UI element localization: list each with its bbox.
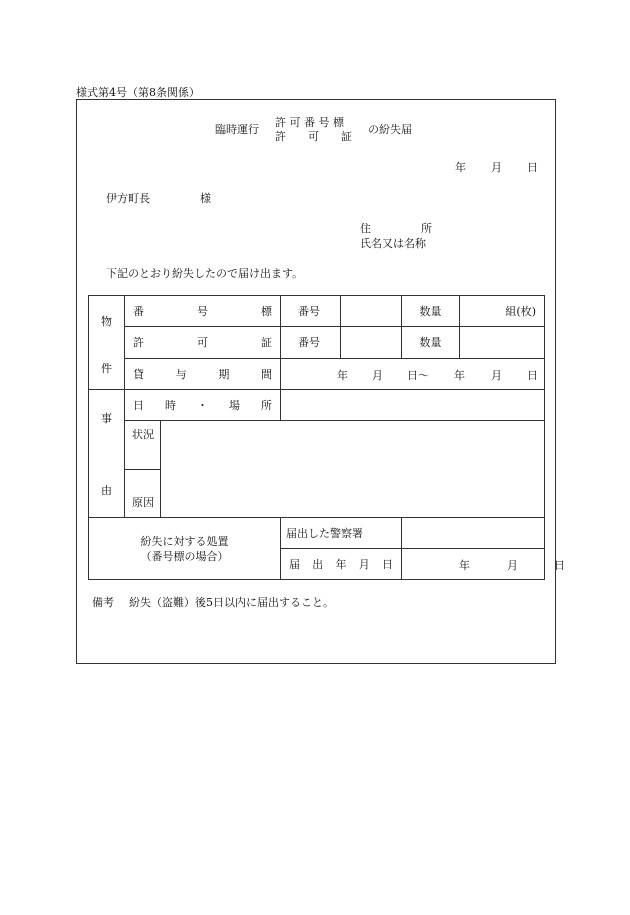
- address-label-char-1: 住: [360, 222, 371, 235]
- permit-number-label: 番号: [281, 327, 341, 358]
- date-day: 日: [527, 161, 538, 174]
- report-year: 年: [459, 559, 470, 572]
- loan-month-1: 月: [372, 368, 383, 382]
- form-number: 様式第4号（第8条関係）: [76, 86, 200, 99]
- name-label: 氏名又は名称: [360, 237, 426, 250]
- addressee-honorific: 様: [200, 192, 211, 205]
- disposal-label-line2: （番号標の場合）: [140, 549, 229, 563]
- item-group-char-1: 物: [101, 315, 112, 328]
- title-plate-line: 許 可 番 号 標: [275, 116, 344, 129]
- statement: 下記のとおり紛失したので届け出ます。: [106, 267, 304, 280]
- address-label: [360, 220, 432, 236]
- loan-year-2: 年: [454, 368, 465, 382]
- title-suffix: の紛失届: [368, 123, 412, 136]
- remarks-text: 紛失（盗難）後5日以内に届出すること。: [129, 596, 334, 609]
- report-day: 日: [554, 559, 565, 572]
- plate-number-label: 番号: [281, 296, 341, 327]
- loan-day-1: 日〜: [407, 368, 429, 382]
- date-line: [455, 159, 538, 175]
- disposal-label: [89, 518, 281, 580]
- plate-quantity-label: 数量: [402, 296, 460, 327]
- reason-group-label: [89, 390, 125, 518]
- permit-label: 許 可 証: [125, 327, 281, 358]
- item-group-char-2: 件: [101, 362, 112, 375]
- date-year: 年: [455, 161, 466, 174]
- quantity-unit: 組(枚): [505, 305, 536, 319]
- title-prefix: 臨時運行: [215, 123, 259, 136]
- reason-group-char-1: 事: [101, 412, 112, 425]
- plate-label: 番 号 標: [125, 296, 281, 327]
- status-label: 状況: [125, 421, 161, 470]
- reason-group-char-2: 由: [101, 484, 112, 497]
- loan-period-field[interactable]: [281, 358, 545, 389]
- loan-month-2: 月: [491, 368, 502, 382]
- datetime-place-label: 日 時 ・ 場 所: [125, 390, 281, 421]
- police-station-label: 届出した警察署: [281, 518, 402, 549]
- permit-quantity-field[interactable]: [460, 327, 545, 358]
- permit-number-field[interactable]: [341, 327, 402, 358]
- report-date-label: 届 出 年 月 日: [281, 549, 402, 580]
- loan-period-label: 貸 与 期 間: [125, 358, 281, 389]
- title-permit-line: 許 可 証: [275, 130, 352, 143]
- address-label-char-2: 所: [421, 222, 432, 235]
- addressee-name: 伊方町長: [106, 192, 150, 205]
- plate-number-field[interactable]: [341, 296, 402, 327]
- report-month: 月: [507, 559, 518, 572]
- date-month: 月: [491, 161, 502, 174]
- cause-label: 原因: [125, 470, 161, 518]
- loan-day-2: 日: [527, 368, 538, 382]
- plate-quantity-field[interactable]: [460, 296, 545, 327]
- remarks-label: 備考: [92, 596, 114, 609]
- loss-report-table: [88, 295, 565, 580]
- datetime-place-field[interactable]: [281, 390, 545, 421]
- disposal-label-line1: 紛失に対する処置: [140, 534, 229, 548]
- report-date-field[interactable]: [402, 549, 565, 580]
- status-cause-field[interactable]: [161, 421, 545, 518]
- loan-year-1: 年: [337, 368, 348, 382]
- item-group-label: [89, 296, 125, 390]
- police-station-field[interactable]: [402, 518, 545, 549]
- permit-quantity-label: 数量: [402, 327, 460, 358]
